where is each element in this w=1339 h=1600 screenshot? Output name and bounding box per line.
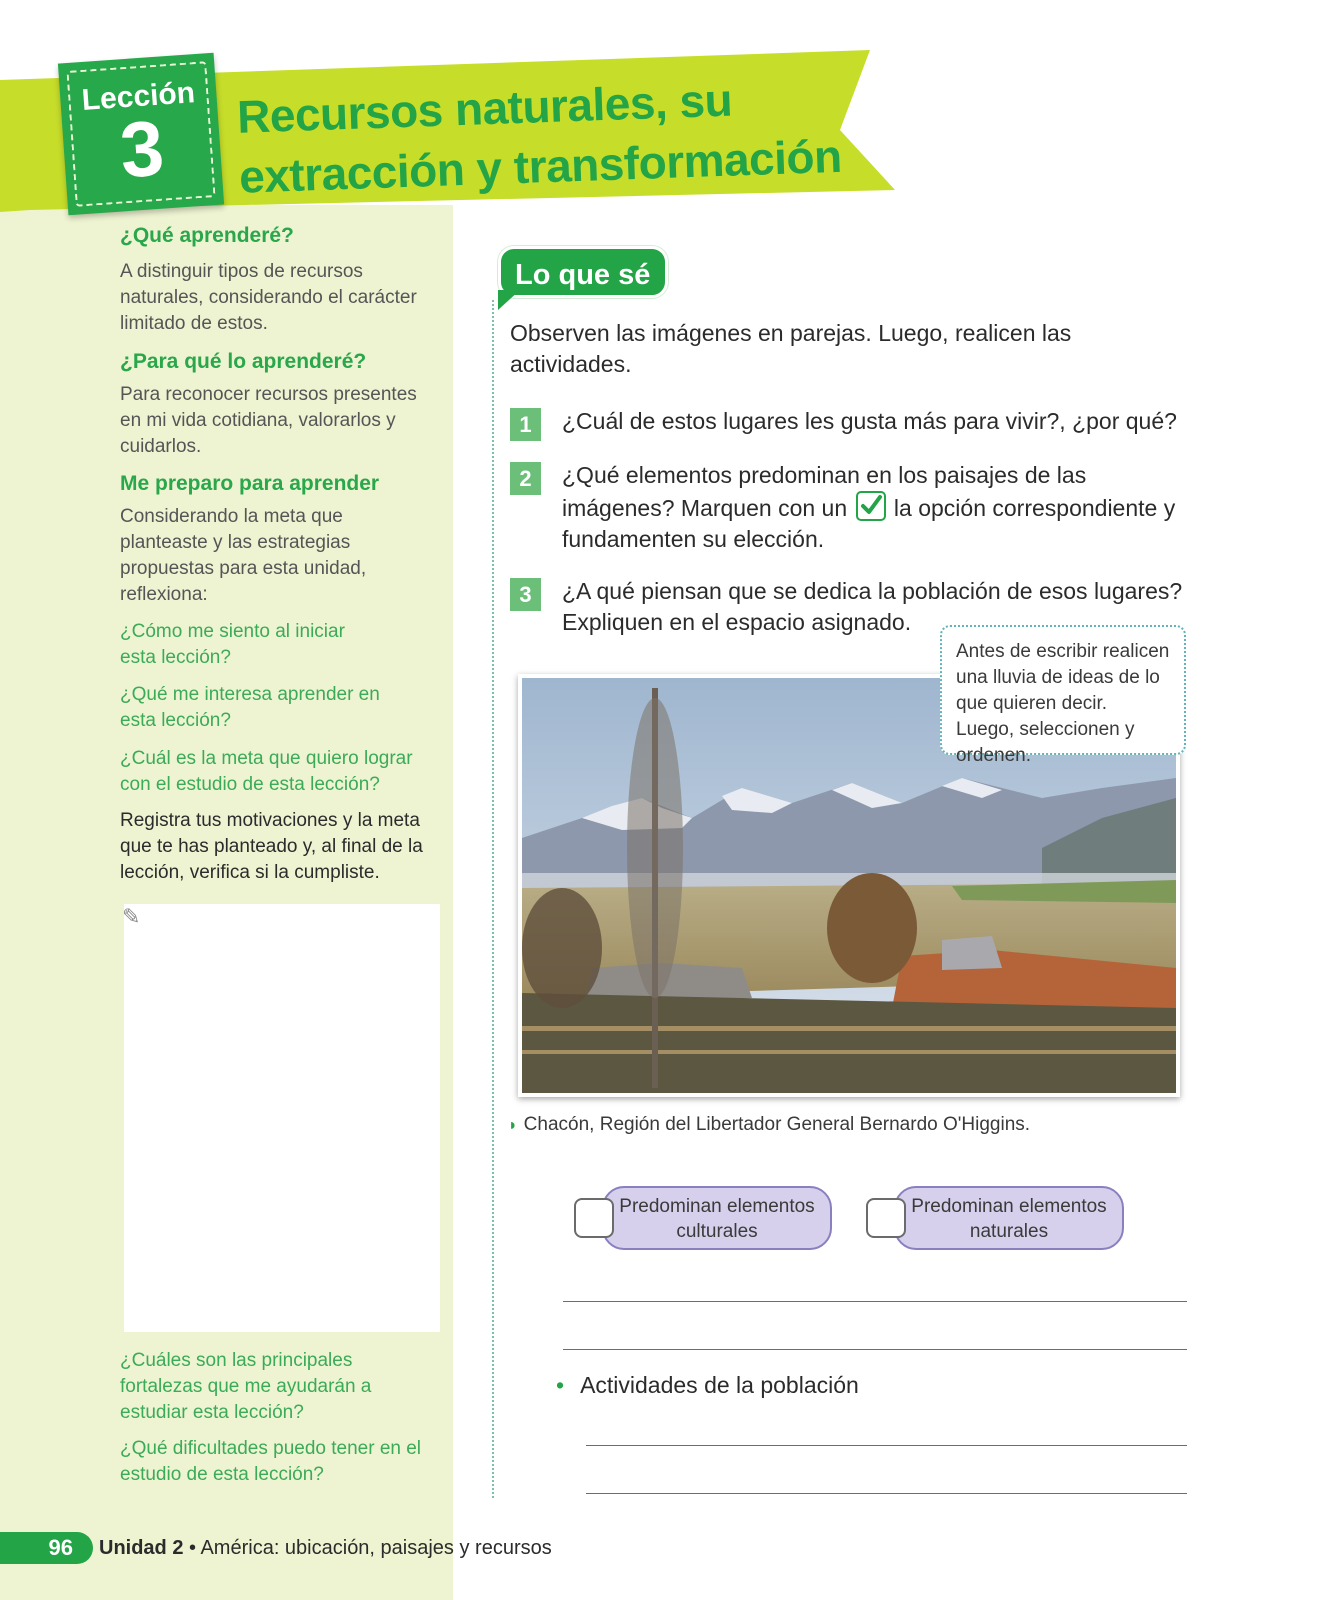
answer-line[interactable] [563,1349,1187,1350]
title-line-2: extracción y transformación [238,129,843,203]
bullet-dot: • [556,1372,565,1398]
pencil-icon: ✎ [122,904,141,929]
sidebar-heading-prepare: Me preparo para aprender [120,472,380,495]
sidebar-heading-why: ¿Para qué lo aprenderé? [120,350,367,373]
question-text-before: ¿Qué elementos predominan en los paisajes de las imágenes? Marquen con un [562,462,1087,521]
lesson-badge [58,53,224,216]
sidebar-text-prepare: Considerando la meta que planteaste y las estrategias propuestas para esta unidad, reflexiona: [120,506,367,605]
answer-line[interactable] [586,1493,1187,1494]
question-text [562,460,1202,555]
answer-line[interactable] [586,1445,1187,1446]
activities-bullet [556,1372,859,1399]
sidebar-question-feeling: ¿Cómo me siento al iniciar esta lección? [120,621,345,668]
footer-text [99,1534,552,1562]
writing-area[interactable] [124,904,440,1332]
footer-unit: Unidad 2 [99,1537,184,1559]
question-text-after: la opción correspondiente y fundamenten su elección. [562,495,1176,552]
column-divider [492,300,494,1498]
section-tag: Lo que sé [498,246,668,298]
sidebar-text-register: Registra tus motivaciones y la meta que te has planteado y, al final de la lección, verifica si la cumpliste. [120,810,423,883]
sidebar-question-strengths: ¿Cuáles son las principales fortalezas que me ayudarán a estudiar esta lección? [120,1350,372,1423]
question-text: ¿A qué piensan que se dedica la población de esos lugares? Expliquen en el espacio asignado. [562,578,1183,635]
sidebar-text-what: A distinguir tipos de recursos naturales, considerando el carácter limitado de estos. [120,261,417,334]
photo-caption [508,1114,1030,1136]
page-title [236,65,860,207]
sidebar-text-why: Para reconocer recursos presentes en mi vida cotidiana, valorarlos y cuidarlos. [120,384,417,457]
option-label: Predominan elementos naturales [894,1186,1124,1250]
section-tag-tail [498,290,520,310]
question-number: 2 [510,462,541,495]
question-number: 3 [510,578,541,611]
sidebar-heading-what: ¿Qué aprenderé? [120,224,294,247]
footer-subtitle: América: ubicación, paisajes y recursos [200,1537,552,1559]
option-label: Predominan elementos culturales [602,1186,832,1250]
sidebar-question-goal: ¿Cuál es la meta que quiero lograr con el estudio de esta lección? [120,748,413,795]
sidebar-question-interest: ¿Qué me interesa aprender en esta lección? [120,684,380,731]
tip-note: Antes de escribir realicen una lluvia de ideas de lo que quieren decir. Luego, seleccionen y ordenen. [940,625,1186,755]
bullet-text: Actividades de la población [580,1372,859,1398]
option-checkbox[interactable] [866,1198,906,1238]
option-checkbox[interactable] [574,1198,614,1238]
lesson-number: 3 [117,103,167,195]
footer-separator: • [183,1537,201,1559]
lesson-word: Lección [80,76,197,118]
intro-text: Observen las imágenes en parejas. Luego, realicen las actividades. [510,320,1072,377]
checkmark-icon [856,491,886,521]
title-line-1: Recursos naturales, su [236,73,733,143]
question-number: 1 [510,408,541,441]
answer-line[interactable] [563,1301,1187,1302]
question-text: ¿Cuál de estos lugares les gusta más para vivir?, ¿por qué? [562,408,1177,434]
page-number: 96 [0,1532,93,1564]
caption-text: Chacón, Región del Libertador General Bernardo O'Higgins. [523,1114,1031,1135]
bullet-arrow-icon: ◗ [508,1117,518,1134]
sidebar-question-difficulties: ¿Qué dificultades puedo tener en el estudio de esta lección? [120,1438,422,1485]
